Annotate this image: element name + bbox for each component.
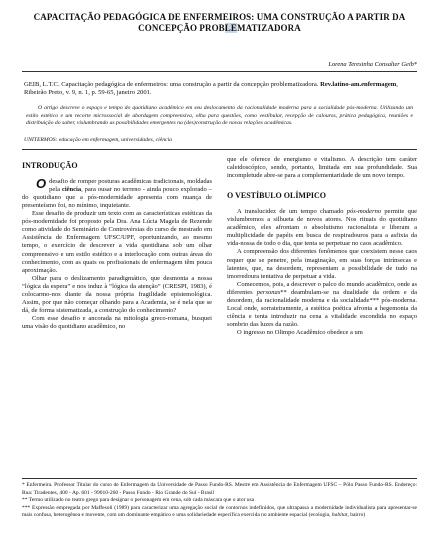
footnote-1: * Enfermeira. Professor Titular do curso de Enfermagem da Universidade de Passo Fundo-RS. Mestre em Assistência de Enfermagem UFSC – Pólo Passo Fundo-RS. Endereço: Rua: Tiradentes, 400 - Ap. 601 - 99010-260 - Passo Fundo - Rio Grande do Sul - Brasil [22, 482, 417, 496]
paragraph: A compreensão dos diferentes fenômenos que coexistem nesse caos requer que se penetre, pela imaginação, em suas forças intrínsecas e latentes, que, na desordem, representam a possibilidade de tudo na imorredoura tentativa de perpetuar a vida. [227, 248, 417, 280]
title-line-2 [22, 23, 417, 34]
paragraph-text: , para ousar no terreno - ainda pouco explorado – do quotidiano que a pós-modernidade apresenta com nuança de presenteísmo foi, no mínimo, inquietante. [22, 185, 212, 209]
section-heading-vestibulo: O VESTÍBULO OLÍMPICO [227, 190, 326, 200]
footnote-divider [22, 478, 417, 479]
paragraph-text: desafio de romper posturas acadêmicas tradicionais, moldadas pela [49, 177, 212, 193]
footnotes [22, 482, 417, 520]
italic-term: habitat [331, 512, 348, 519]
citation-rest: , Ribeirão Preto, v. 9, n. 1, p. 59-65, janeiro 2001. [24, 81, 398, 97]
abstract: O artigo descreve o espaço e tempo do quotidiano acadêmico em seu deslocamento da racionalidade moderna para a socialidade pós-moderna. Utilizando um estilo estético e um recorte microssocial de abordagem compreensiva, olha para questões, como vestibular, recepção de calouros, prática pedagógica, reuniões e distribuição do saber, vislumbrando as possibilidades emergentes na (des)construção de novas relações acadêmicas. [26, 105, 413, 127]
paragraph: Esse desafio de produzir um texto com as características estéticas da pós-modernidade foi proposto pela Dra. Ana Lúcia Magela de Rezende como atividade do Seminário de Controvérsias do curso de mestrado em Assistência de Enfermagem UFSC/UPF, oportunizando, ao mesmo tempo, o exercício de descrever a vida quotidiana sob um olhar compreensivo e um estilo estético e a interlocução com outras áreas do conhecimento, com as quais os profissionais de enfermagem têm pouca aproximação. [22, 210, 212, 274]
author-name: Lorena Teresinha Consalter Geib* [328, 61, 417, 68]
paragraph: Com esse desafio e ancorada na mitologia greco-romana, busquei uma visão do quotidiano acadêmico, no [22, 315, 212, 331]
italic-term: personas [256, 288, 281, 296]
paragraph: que ele oferece de energismo e vitalismo. A descrição tem caráter caleidoscópico, sendo, portanto, limitada em sua profundidade. Sua incompletude abre-se para a complementaridade de um novo tempo. [227, 155, 417, 179]
header-divider [22, 71, 417, 72]
citation-journal: Rev.latino-am.enfermagem [320, 81, 397, 88]
italic-term: pós-moderno [346, 208, 382, 215]
footnote-text: *** Expressão empregada por Maffesoli (1989) para caracterizar uma agregação social de contornos indefinidos, que ultrapassa a modernidade individualista para apresentar-se mais confusa, heterogênea e movente, com um dominante empático e uma solidariedade específica exercida no ambiente espacial (ecologia, [22, 504, 417, 519]
title-line-1: CAPACITAÇÃO PEDAGÓGICA DE ENFERMEIROS: UMA CONSTRUÇÃO A PARTIR DA [33, 12, 406, 22]
paragraph-text: Comecemos, pois, a descrever o palco do mundo acadêmico, onde as diferentes [227, 280, 417, 296]
citation-text: GEIB, L.T.C. Capacitação pedagógica de enfermeiros: uma construção a partir da concepção problematizadora. [24, 81, 319, 88]
bold-term: ciência [61, 185, 82, 193]
citation [22, 81, 417, 97]
spacer [227, 180, 417, 186]
title-line-2-end: MATIZADORA [237, 22, 301, 33]
paragraph-text: ** deambulam-se na dualidade da ordem e da desordem, da racionalidade moderna e da socialidade*** pós-moderna. Local onde, sorrateiramente, a estética poética afronta a hegemonia da ciência e tenta introduzir na cena a vitalidade escondida no espaço sombrio das luzes da razão. [227, 288, 417, 329]
right-column [227, 156, 417, 338]
article-title [22, 12, 417, 33]
title-line-2-start: CONCEPÇÃO PROB [138, 22, 225, 33]
footnote-3 [22, 505, 417, 520]
drop-cap: O [36, 175, 47, 191]
paragraph [227, 281, 417, 330]
article-page [22, 12, 417, 338]
paragraph: O ingresso no Olimpo Acadêmico obedece a um [237, 329, 363, 337]
footnote-2: ** Termo utilizado no teatro grego para designar o personagem em cena, sob cada máscara que o ator usa [22, 497, 255, 504]
title-highlight: LE [224, 22, 238, 33]
paragraph: Olhar para o deslizamento paradigmático, que desmonta a nossa “lógica da espera” e nos induz à “lógica da atenção” (CRESPI, 1983), é colocarmo-nos diante da nossa própria fragilidade epistemológica. Assim, por que não começar olhando para a Academia, se é nela que se dá, de forma sistematizada, a construção do conhecimento? [22, 274, 212, 315]
keywords: UNITERMOS: educação em enfermagem, universidades, ciência [24, 136, 172, 143]
left-column [22, 156, 212, 338]
paragraph [227, 208, 417, 248]
abstract-divider [22, 149, 417, 150]
paragraph-text: permite que vislumbremos a silhueta de novos atores. Nos rituais do quotidiano acadêmico, eles afrontam o absolutismo racionalista e liberam a multiplicidade de papéis em busca de respiradouros para a asfixia da vida-nossa de todo o dia, que tenta se perpetuar no caos acadêmico. [227, 208, 417, 248]
paragraph [22, 175, 212, 210]
paragraph-text: A translucidez de um tempo chamado [237, 208, 347, 215]
footnote-text: , bairro) [347, 512, 366, 519]
section-heading-introducao: INTRODUÇÃO [22, 160, 78, 170]
body-columns [22, 156, 417, 338]
